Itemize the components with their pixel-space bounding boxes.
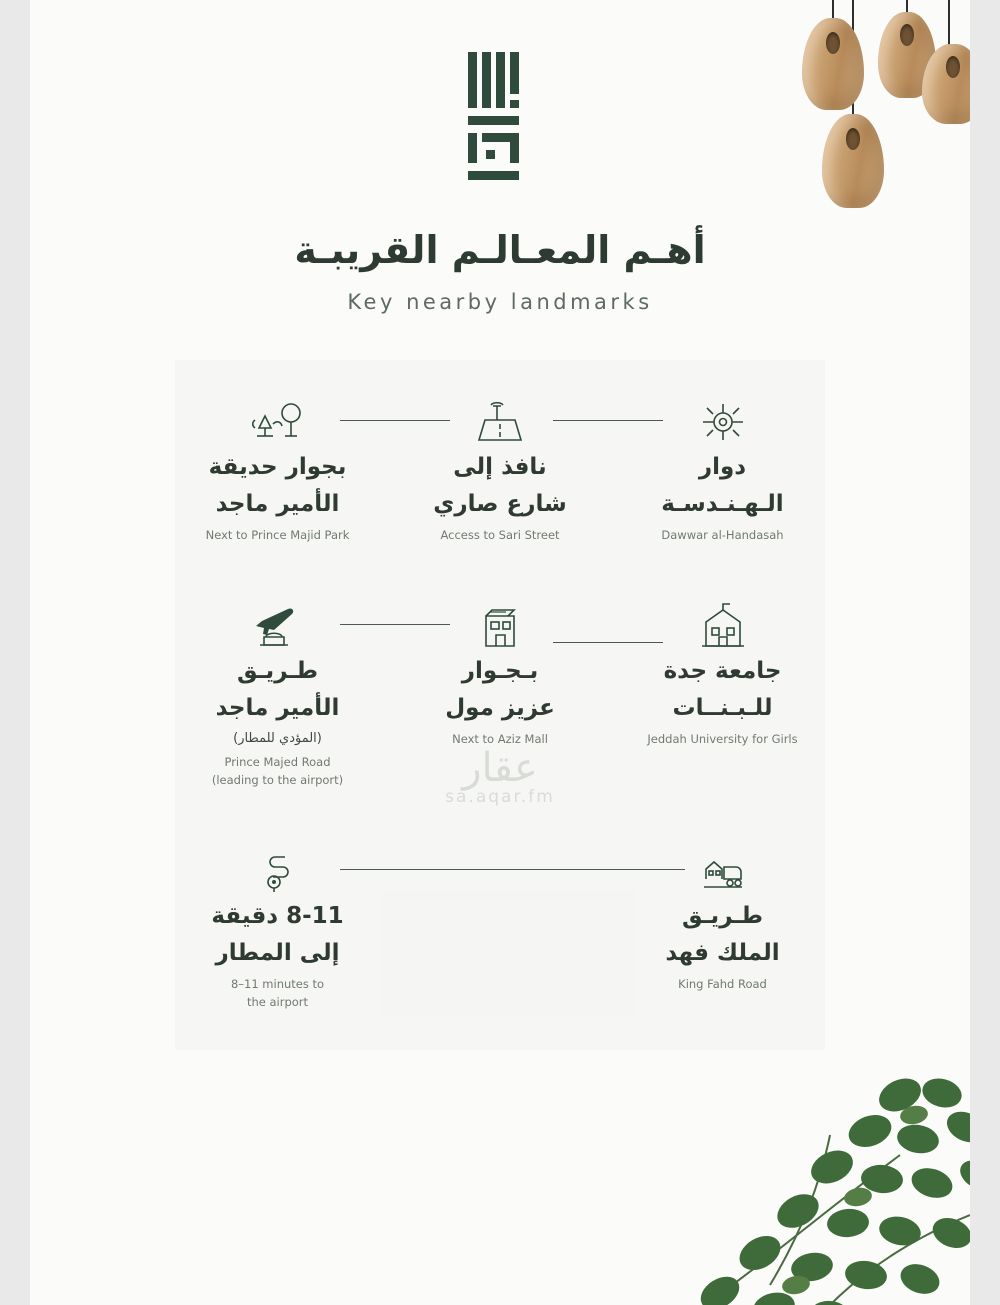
landmark-title-ar-line2: الملك فهد — [665, 939, 780, 966]
landmarks-grid — [175, 360, 825, 1010]
university-building-icon — [620, 602, 825, 650]
landmark-note-ar: (المؤدي للمطار) — [233, 730, 322, 746]
landmark-title-ar-line1: طـريـق — [236, 657, 319, 684]
landmark-title-ar-line2: الأمير ماجد — [215, 694, 340, 721]
landmark-card-spacer — [398, 847, 603, 1010]
roundabout-icon — [620, 398, 825, 446]
watermark-arabic: عقار — [462, 745, 538, 791]
landmark-title-en: Next to Prince Majid Park — [205, 528, 350, 543]
landmark-title-ar-line1: طـريـق — [681, 902, 764, 929]
landmark-title-ar-line1: دوار — [698, 454, 747, 480]
airplane-road-icon — [175, 602, 380, 650]
landmark-title-en: Jeddah University for Girls — [647, 731, 798, 746]
landmark-title-ar-line1: جامعة جدة — [663, 657, 782, 684]
landmark-title-en: Prince Majed Road — [224, 755, 331, 770]
landmark-card-prince-majed-road — [175, 602, 380, 789]
train-station-icon — [620, 847, 825, 895]
landmark-title-en-line2: the airport — [246, 994, 309, 1009]
landmark-title-ar-line2: شارع صاري — [433, 491, 567, 518]
landmark-title-ar-line2: الـهـنـدسـة — [661, 491, 784, 518]
landmark-title-en: King Fahd Road — [678, 976, 767, 991]
landmark-title-ar-line2: للـبـنــات — [672, 694, 773, 721]
street-lamp-road-icon — [398, 398, 603, 446]
landmark-title-ar-line2: عزيز مول — [445, 694, 555, 721]
landmark-title-en: Dawwar al-Handasah — [661, 528, 784, 543]
landmark-card-sari-street — [398, 398, 603, 544]
landmark-title-ar-line1: بـجـوار — [461, 657, 539, 684]
leaves-decoration — [570, 1035, 970, 1305]
landmark-card-jeddah-university — [620, 602, 825, 789]
landmark-title-en: Access to Sari Street — [440, 528, 560, 543]
landmark-card-king-fahd-road — [620, 847, 825, 1010]
brand-logo — [462, 50, 538, 185]
landmark-title-ar-line1: نافذ إلى — [453, 454, 547, 480]
page-title-english: Key nearby landmarks — [347, 290, 653, 314]
landmark-card-dawwar-al-handasah — [620, 398, 825, 544]
lamp-shade-icon — [802, 18, 864, 110]
landmarks-row — [175, 398, 825, 544]
landmarks-row — [175, 847, 825, 1010]
park-trees-icon — [175, 398, 380, 446]
landmarks-row — [175, 602, 825, 789]
landmark-title-ar-line1: 8-11 دقيقة — [211, 902, 344, 929]
landmark-card-aziz-mall — [398, 602, 603, 789]
landmark-title-en: Next to Aziz Mall — [452, 731, 548, 746]
landmark-title-en-line2: (leading to the airport) — [211, 773, 344, 788]
route-pin-icon — [175, 847, 380, 895]
landmark-title-ar-line2: الأمير ماجد — [215, 491, 340, 518]
lamp-shade-icon — [822, 114, 884, 208]
mall-building-icon — [398, 602, 603, 650]
brochure-page — [30, 0, 970, 1305]
landmark-card-airport-time — [175, 847, 380, 1010]
landmark-title-ar-line1: بجوار حديقة — [208, 454, 347, 480]
landmark-title-ar-line2: إلى المطار — [215, 939, 340, 966]
page-title-arabic: أهـم المعـالـم القريبـة — [294, 228, 706, 272]
landmark-title-en: 8–11 minutes to — [230, 976, 325, 991]
watermark-english: sa.aqar.fm — [445, 787, 555, 807]
landmark-card-prince-majid-park — [175, 398, 380, 544]
